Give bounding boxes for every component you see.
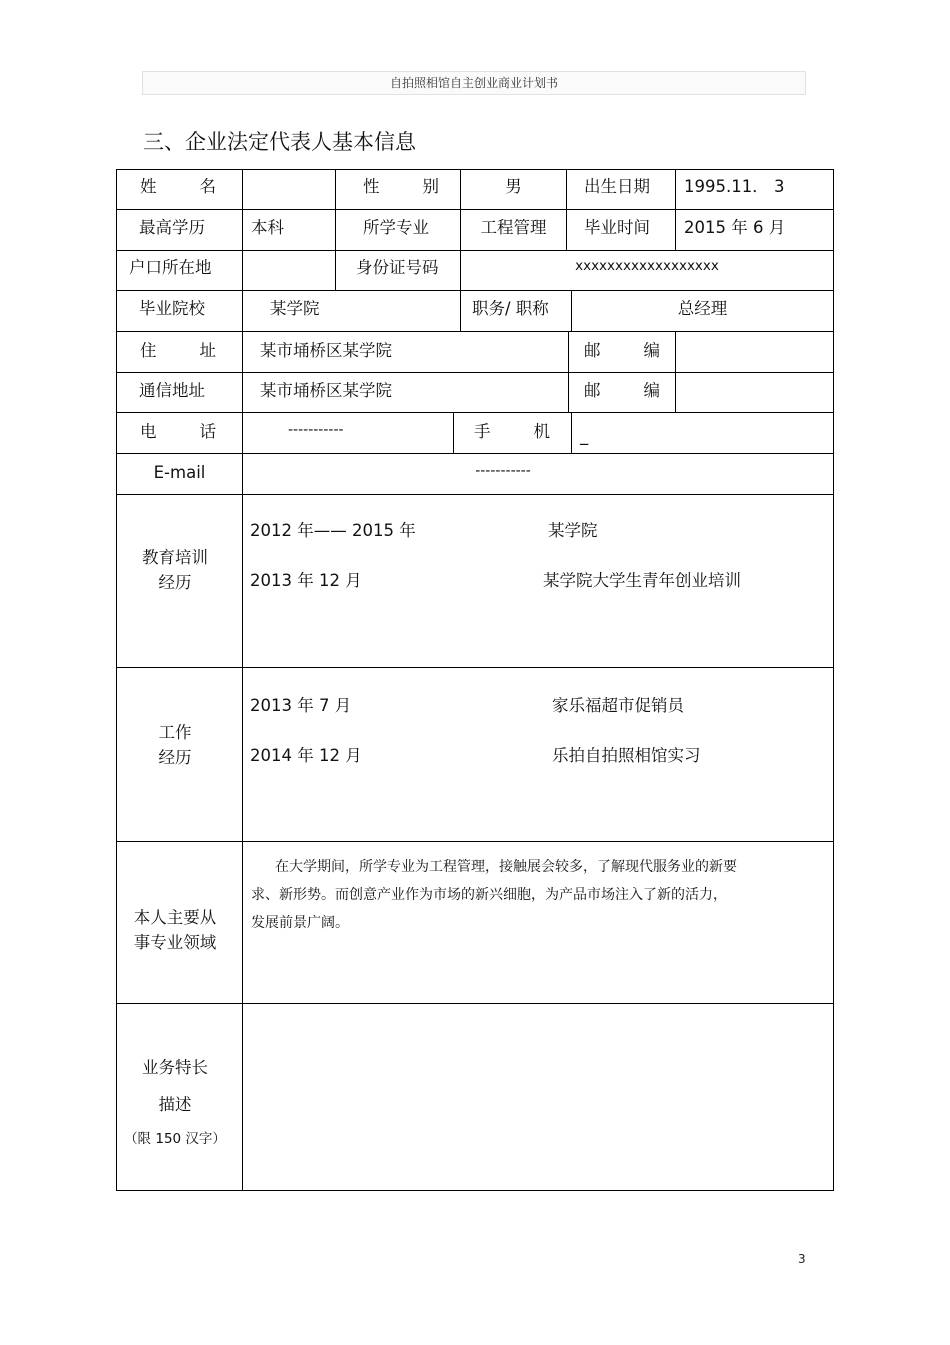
table-border-right: [833, 169, 834, 1190]
col-divider: [335, 169, 336, 290]
col-divider: [453, 412, 454, 453]
id-number-label: 身份证号码: [356, 258, 439, 277]
education-level-value: 本科: [251, 218, 284, 237]
field-description: [251, 853, 811, 937]
mobile-value: _: [580, 426, 589, 445]
gender-value: 男: [505, 177, 522, 196]
col-divider: [571, 412, 572, 453]
skills-label-line1: 业务特长: [142, 1058, 208, 1077]
id-number-value: xxxxxxxxxxxxxxxxxx: [575, 258, 719, 274]
education-level-label: 最高学历: [139, 218, 205, 237]
table-border-left: [116, 169, 117, 1190]
gender-label: 性 别: [363, 177, 439, 196]
row-divider: [116, 1003, 834, 1004]
skills-label: [117, 1055, 233, 1150]
row-divider: [116, 453, 834, 454]
education-label-line1: 教育培训: [142, 548, 208, 567]
running-header: 自拍照相馆自主创业商业计划书: [142, 71, 806, 95]
table-border-top: [116, 169, 834, 170]
phone-label: 电 话: [140, 422, 216, 441]
row-divider: [116, 667, 834, 668]
col-divider: [460, 290, 461, 331]
page-number: 3: [798, 1252, 806, 1266]
postal-code-label: 邮 编: [584, 341, 660, 360]
row-divider: [116, 250, 834, 251]
field-text-line2: 求、新形势。而创意产业作为市场的新兴细胞，为产品市场注入了新的活力，: [251, 887, 727, 903]
work-label-line2: 经历: [158, 748, 192, 767]
email-label: E-mail: [153, 463, 206, 482]
work-label-line1: 工作: [158, 723, 192, 742]
school-value: 某学院: [270, 299, 320, 318]
education-label-line2: 经历: [158, 573, 192, 592]
row-divider: [116, 331, 834, 332]
work-label: [117, 720, 233, 770]
birth-date-value: 1995.11． 3: [684, 177, 785, 196]
row-divider: [116, 841, 834, 842]
hukou-label: 户口所在地: [129, 258, 212, 277]
graduation-time-label: 毕业时间: [584, 218, 650, 237]
section-title: 三、企业法定代表人基本信息: [143, 130, 416, 154]
col-divider: [568, 331, 569, 412]
education-detail-2: 某学院大学生青年创业培训: [543, 571, 741, 590]
col-divider: [242, 169, 243, 1190]
row-divider: [116, 372, 834, 373]
major-label: 所学专业: [363, 218, 429, 237]
field-text-line1: 在大学期间，所学专业为工程管理，接触展会较多，了解现代服务业的新要: [275, 859, 737, 875]
phone-value: -----------: [288, 422, 344, 438]
position-value: 总经理: [677, 299, 728, 318]
birth-date-label: 出生日期: [584, 177, 650, 196]
skills-label-line2: 描述: [158, 1095, 192, 1114]
col-divider: [566, 169, 567, 250]
name-label: 姓 名: [140, 177, 216, 196]
mobile-label: 手 机: [474, 422, 550, 441]
mailing-address-label: 通信地址: [139, 381, 205, 400]
school-label: 毕业院校: [139, 299, 205, 318]
postal-code-label: 邮 编: [584, 381, 660, 400]
address-value: 某市埇桥区某学院: [260, 341, 392, 360]
row-divider: [116, 494, 834, 495]
field-text-line3: 发展前景广阔。: [251, 915, 349, 931]
col-divider: [675, 169, 676, 250]
table-border-bottom: [116, 1190, 834, 1191]
major-value: 工程管理: [480, 218, 547, 237]
work-date-1: 2013 年 7 月: [250, 696, 352, 715]
education-detail-1: 某学院: [548, 521, 598, 540]
col-divider: [675, 331, 676, 412]
field-label-line2: 事专业领域: [133, 933, 217, 952]
row-divider: [116, 412, 834, 413]
work-detail-1: 家乐福超市促销员: [552, 696, 684, 715]
education-label: [117, 545, 233, 595]
field-label-line1: 本人主要从: [133, 908, 217, 927]
skills-label-line3: （限 150 汉字）: [124, 1131, 226, 1147]
email-value: -----------: [475, 463, 531, 479]
row-divider: [116, 290, 834, 291]
mailing-address-value: 某市埇桥区某学院: [260, 381, 392, 400]
field-label: [117, 905, 233, 955]
education-date-2: 2013 年 12 月: [250, 571, 362, 590]
work-detail-2: 乐拍自拍照相馆实习: [552, 746, 701, 765]
position-label: 职务/ 职称: [472, 299, 549, 318]
education-date-1: 2012 年—— 2015 年: [250, 521, 416, 540]
work-date-2: 2014 年 12 月: [250, 746, 362, 765]
row-divider: [116, 209, 834, 210]
address-label: 住 址: [140, 341, 216, 360]
graduation-time-value: 2015 年 6 月: [684, 218, 786, 237]
